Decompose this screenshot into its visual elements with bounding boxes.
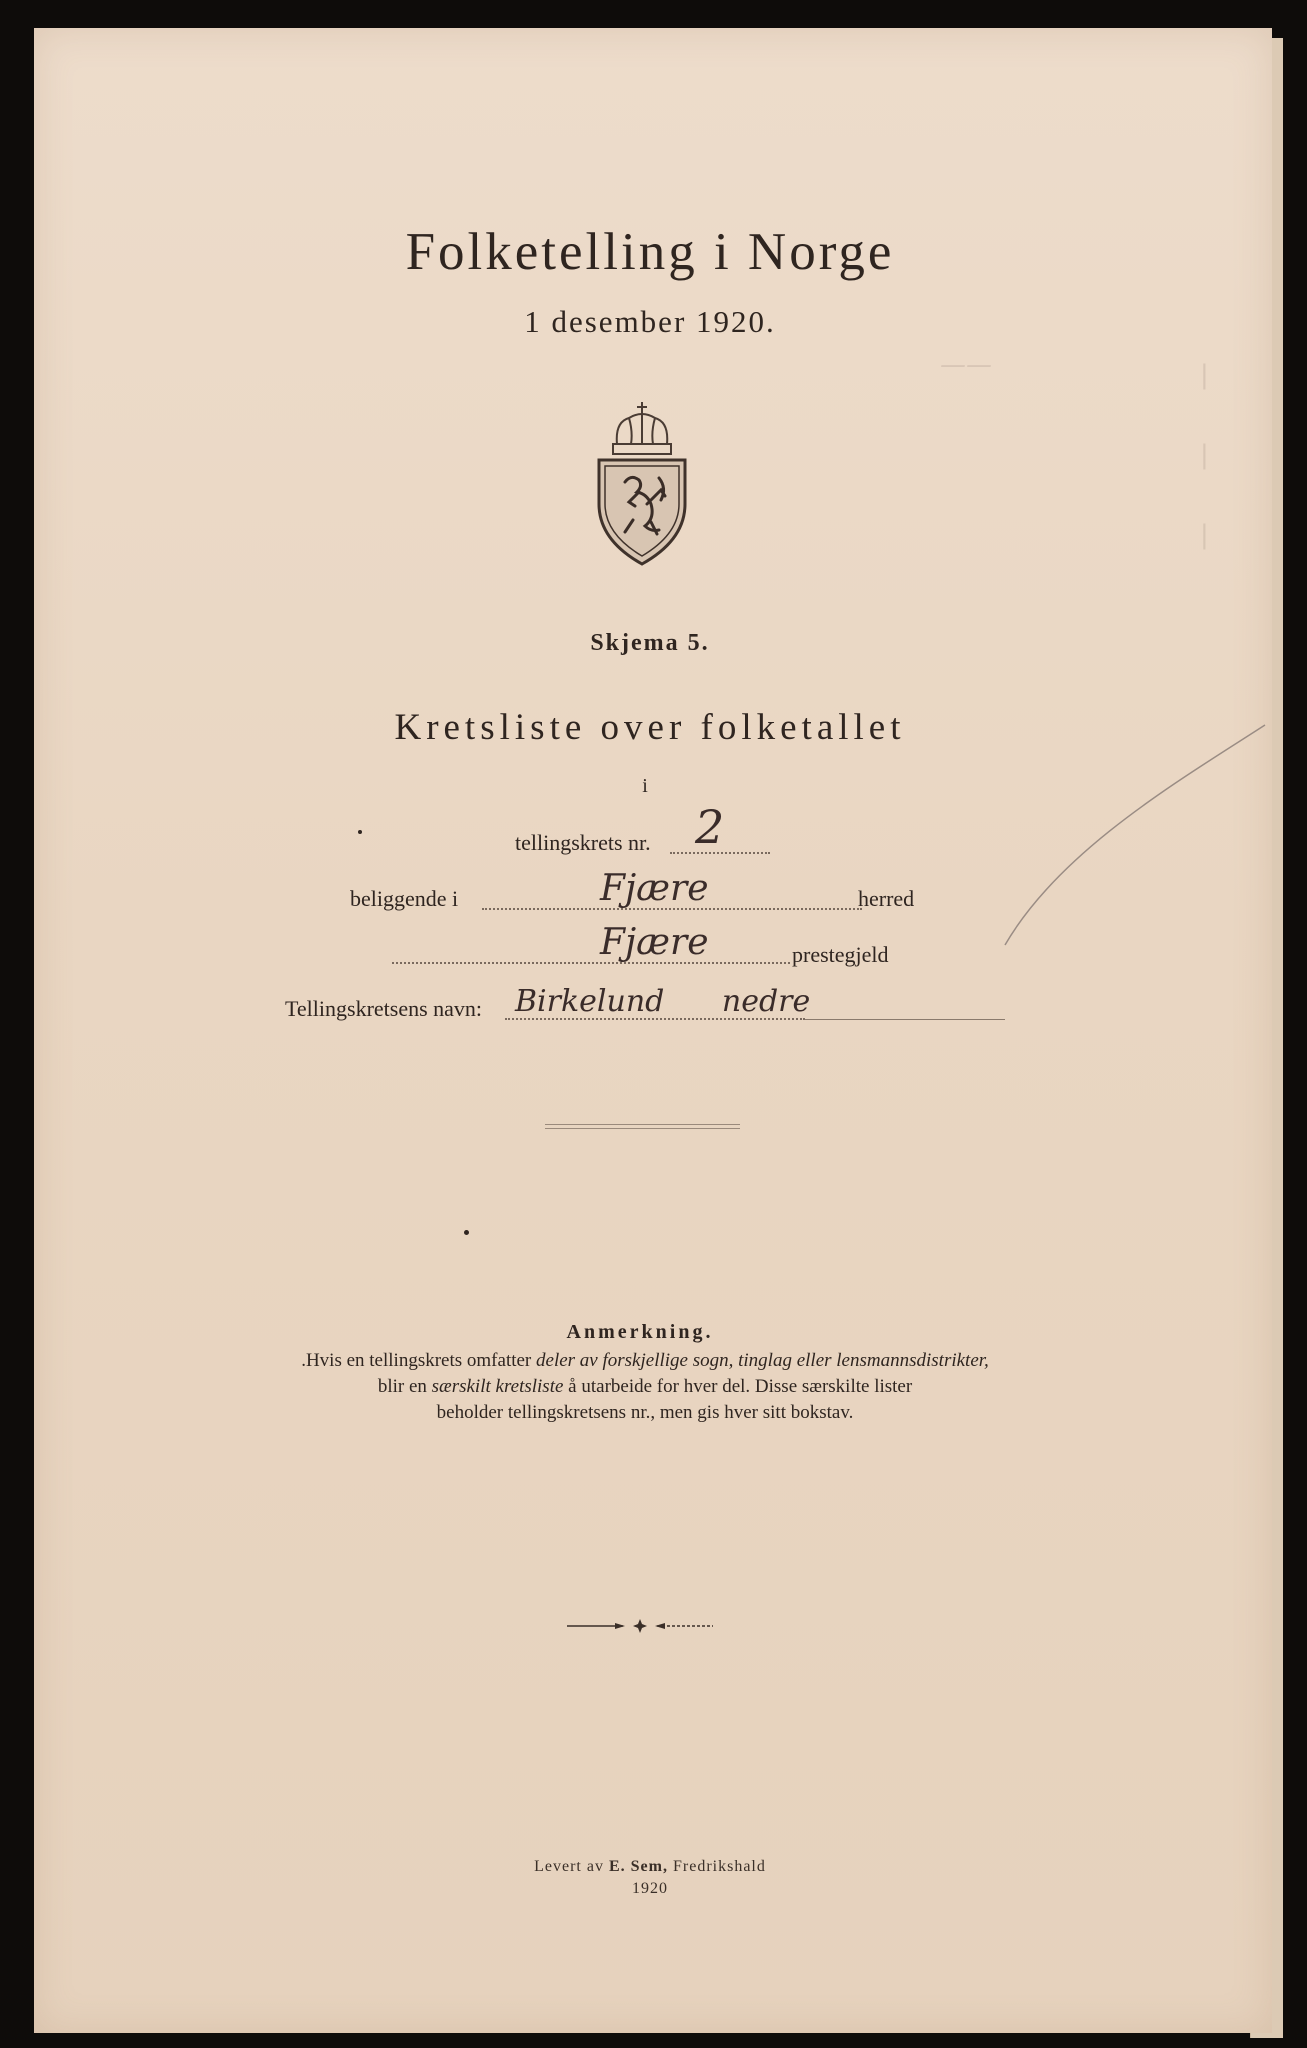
- schema-number: Skjema 5.: [590, 630, 710, 656]
- krets-number-label: tellingskrets nr.: [515, 830, 651, 855]
- preposition-i: i: [642, 775, 648, 797]
- note-line-2-italic: særskilt kretsliste: [431, 1376, 564, 1397]
- prestegjeld-label: prestegjeld: [792, 942, 889, 967]
- printer-name: E. Sem,: [608, 1858, 668, 1875]
- note-heading: Anmerkning.: [566, 1321, 714, 1343]
- prestegjeld-line: [392, 962, 790, 964]
- note-line-1: [220, 1348, 1070, 1374]
- printer-imprint: [440, 1856, 860, 1900]
- form-heading: Kretsliste over folketallet: [394, 707, 906, 748]
- coat-of-arms-icon: [593, 400, 691, 568]
- bleed-through-mark: ——: [940, 350, 992, 380]
- note-text: [220, 1348, 1070, 1426]
- prestegjeld-value: Fjære: [600, 922, 709, 963]
- herred-label: herred: [858, 886, 915, 911]
- stray-dot: [358, 830, 362, 834]
- krets-number-value: 2: [695, 800, 725, 854]
- krets-name-label: Tellingskretsens navn:: [285, 996, 483, 1021]
- stray-dot: [464, 1230, 469, 1235]
- pencil-curve-mark: [1000, 720, 1270, 950]
- document-date: 1 desember 1920.: [524, 304, 776, 339]
- printer-year: 1920: [632, 1880, 668, 1897]
- printer-line: [440, 1856, 860, 1878]
- note-line-3: beholder tellingskretsens nr., men gis hver sitt bokstav.: [436, 1402, 854, 1423]
- printer-place: Fredrikshald: [667, 1858, 766, 1875]
- beliggende-label: beliggende i: [350, 886, 459, 911]
- krets-name-line-extension: [805, 1019, 1005, 1020]
- note-line-1-italic: deler av forskjellige sogn, tinglag eller lensmannsdistrikter,: [536, 1350, 989, 1371]
- section-divider: [545, 1124, 740, 1129]
- ornament-divider-icon: [565, 1616, 715, 1636]
- krets-name-value: Birkelund nedre: [515, 984, 811, 1019]
- note-line-2-plain: blir en: [377, 1376, 432, 1397]
- printer-prefix: Levert av: [534, 1858, 609, 1875]
- note-line-1-plain: .Hvis en tellingskrets omfatter: [301, 1350, 537, 1371]
- herred-value: Fjære: [600, 868, 709, 909]
- document-title: Folketelling i Norge: [405, 223, 895, 281]
- bleed-through-mark: |: [1200, 520, 1209, 550]
- bleed-through-mark: |: [1200, 360, 1209, 390]
- note-line-2-rest: å utarbeide for hver del. Disse særskilte lister: [563, 1376, 913, 1397]
- bleed-through-mark: |: [1200, 440, 1209, 470]
- note-line-2: [220, 1374, 1070, 1400]
